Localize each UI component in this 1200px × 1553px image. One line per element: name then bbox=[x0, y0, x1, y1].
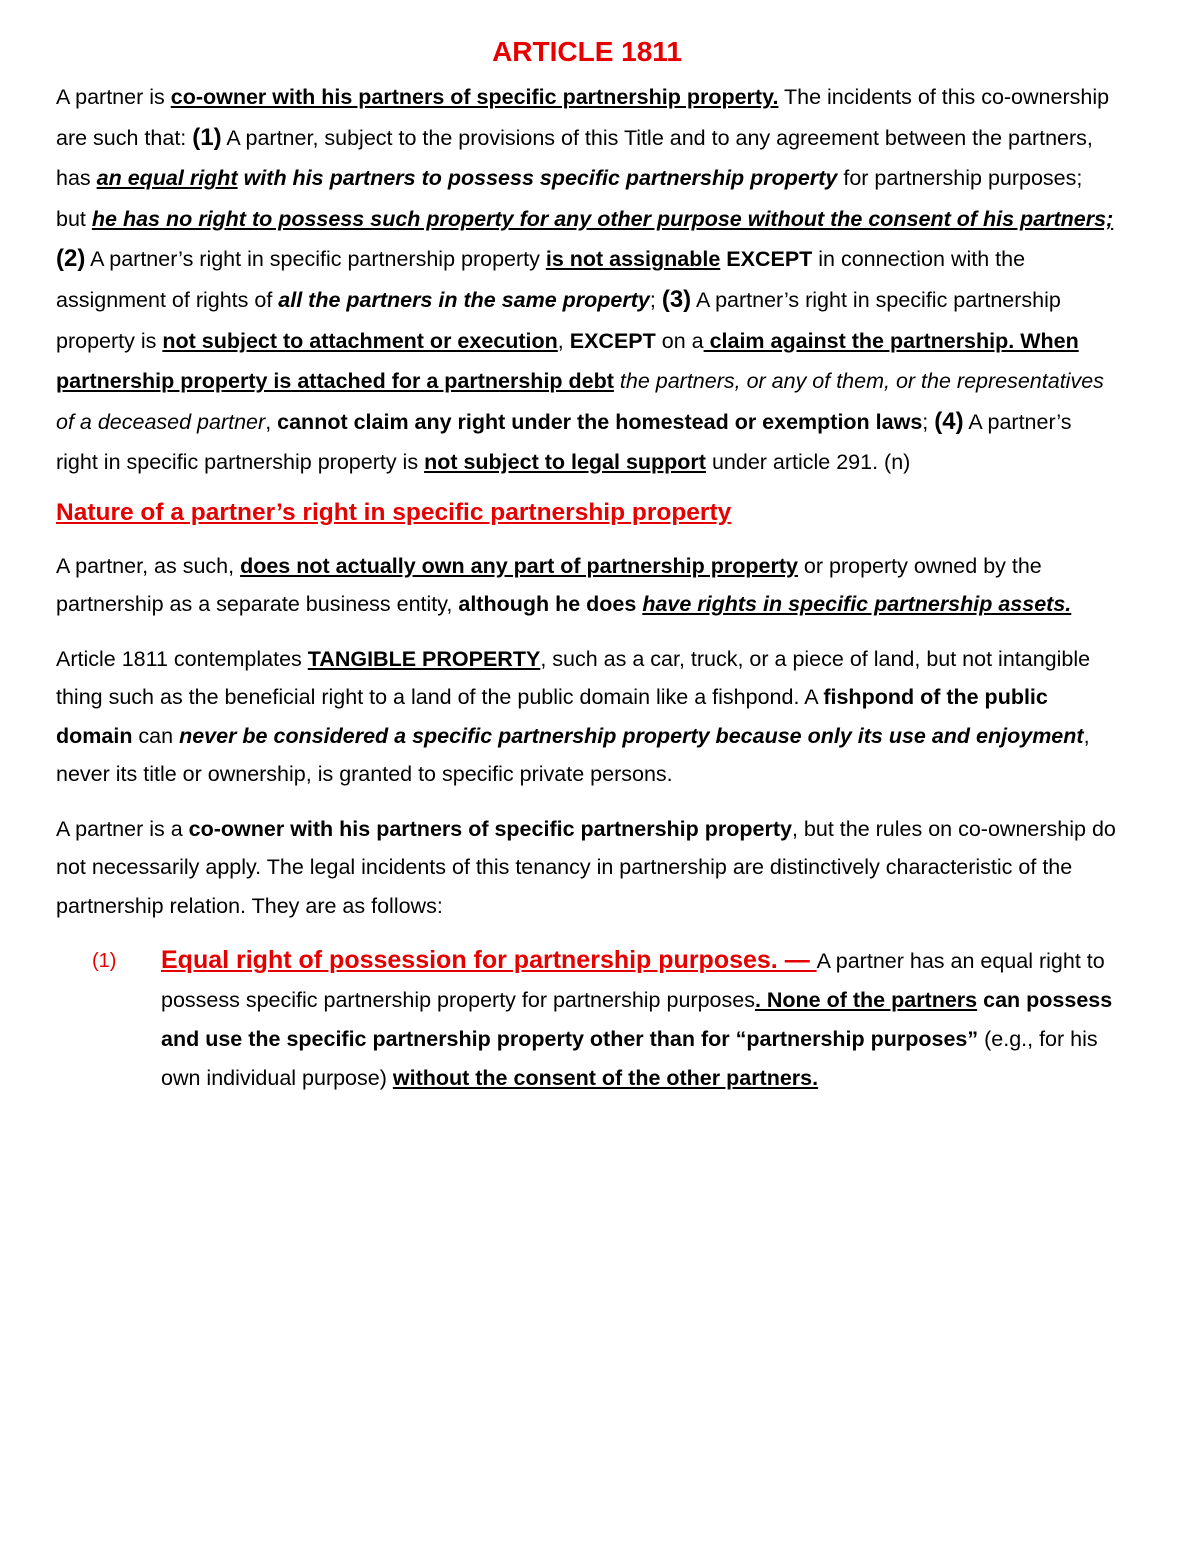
text-run: EXCEPT bbox=[726, 247, 813, 272]
text-run: for partnership purposes; but bbox=[56, 166, 1083, 231]
text-run: the partners, or any of them, or the representatives of a deceased partner bbox=[56, 369, 1104, 434]
text-run: all the partners in the same property bbox=[278, 287, 650, 312]
document-page bbox=[56, 32, 1118, 1097]
text-run: have rights in specific partnership assets. bbox=[642, 592, 1072, 617]
paragraph-tangible-property bbox=[56, 640, 1118, 794]
text-run: A partner’s right in specific partnership property bbox=[85, 247, 546, 272]
item-number: (3) bbox=[661, 285, 692, 313]
text-run: , bbox=[557, 328, 570, 353]
text-run: , bbox=[265, 409, 278, 434]
paragraph-co-owner bbox=[56, 810, 1118, 926]
text-run: an equal right bbox=[96, 166, 238, 191]
text-run: not subject to attachment or execution bbox=[162, 328, 558, 353]
article-text bbox=[56, 77, 1118, 483]
text-run: although he does bbox=[458, 592, 643, 617]
text-run: , but the rules on co-ownership do not necessarily apply. The legal incidents of this tenancy in partnership are distinctively characteristic of the partnership relation. They are as follows: bbox=[56, 816, 1116, 918]
text-run: . None of the partners bbox=[754, 988, 978, 1013]
text-run: in connection with the assignment of rights of bbox=[56, 247, 1026, 312]
text-run: not subject to legal support bbox=[424, 450, 706, 475]
text-run: , such as a car, truck, or a piece of land, but not intangible thing such as the beneficial right to a land of the public domain like a fishpond. A bbox=[56, 646, 1091, 710]
text-run: can possess and use the specific partnership property other than for “partnership purposes” bbox=[161, 988, 1113, 1051]
text-run: A partner’s right in specific partnership property is bbox=[56, 287, 1061, 353]
paragraph-ownership bbox=[56, 547, 1118, 624]
text-run: A partner is bbox=[56, 85, 171, 109]
text-run: without the consent of the other partners. bbox=[392, 1065, 819, 1090]
text-run: with his partners to possess specific partnership property bbox=[237, 166, 838, 191]
text-run: or property owned by the partnership as a separate business entity, bbox=[56, 553, 1042, 617]
text-run: fishpond of the public domain bbox=[56, 685, 1048, 748]
section-heading: Nature of a partner’s right in specific partnership property bbox=[56, 498, 732, 526]
text-run: he has no right to possess such property for any other purpose without the consent of his partners; bbox=[91, 206, 1114, 231]
text-run: is not assignable bbox=[545, 247, 721, 272]
text-run: The incidents of this co-ownership are such that: bbox=[56, 85, 1110, 150]
text-run: co-owner with his partners of specific partnership property bbox=[188, 816, 792, 841]
text-run: (e.g., for his own individual purpose) bbox=[161, 1026, 1098, 1090]
text-run: A partner, as such, bbox=[56, 553, 241, 578]
text-run: ; bbox=[922, 409, 935, 434]
text-run: ; bbox=[649, 287, 662, 312]
item-number: (4) bbox=[934, 407, 964, 435]
text-run: A partner, subject to the provisions of this Title and to any agreement between the partners, has bbox=[56, 125, 1093, 191]
item-number: (2) bbox=[56, 245, 86, 273]
list-item-body bbox=[161, 941, 1118, 1097]
text-run: never be considered a specific partnership property because only its use and enjoyment bbox=[179, 723, 1084, 748]
text-run: cannot claim any right under the homestead or exemption laws bbox=[277, 409, 923, 434]
text-run: A partner’s right in specific partnership property is bbox=[56, 409, 1072, 475]
text-run: under article 291. (n) bbox=[705, 450, 911, 475]
list-item bbox=[56, 941, 1118, 1097]
text-run: on a bbox=[655, 328, 704, 353]
text-run: claim against the partnership. When partnership property is attached for a partnership debt bbox=[56, 328, 1079, 394]
list-item-number: (1) bbox=[92, 950, 117, 973]
article-title: ARTICLE 1811 bbox=[492, 36, 682, 67]
text-run: EXCEPT bbox=[569, 328, 656, 353]
text-run: can bbox=[132, 723, 180, 748]
text-run: co-owner with his partners of specific partnership property. bbox=[170, 85, 779, 109]
item-number: (1) bbox=[192, 123, 222, 151]
text-run: TANGIBLE PROPERTY bbox=[307, 646, 541, 671]
text-run: does not actually own any part of partnership property bbox=[240, 553, 798, 578]
text-run: Article 1811 contemplates bbox=[56, 646, 308, 671]
text-run: A partner has an equal right to possess specific partnership property for partnership purposes bbox=[161, 949, 1105, 1013]
list-item-title: Equal right of possession for partnership purposes. — bbox=[161, 946, 817, 975]
text-run: A partner is a bbox=[56, 816, 189, 841]
text-run: , never its title or ownership, is granted to specific private persons. bbox=[56, 723, 1090, 787]
